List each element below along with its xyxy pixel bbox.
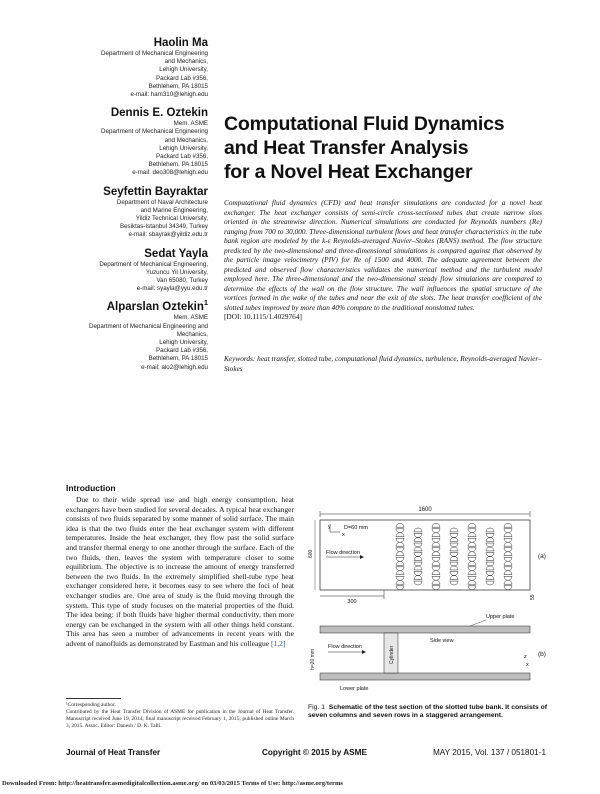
author-affiliation-line: and Mechanics, xyxy=(164,136,208,144)
tube-lower-half xyxy=(396,538,404,542)
author-name-text: Dennis E. Oztekin xyxy=(110,107,208,120)
tube-upper-half xyxy=(432,552,440,556)
slotted-tube xyxy=(468,542,476,552)
tube-upper-half xyxy=(450,528,458,532)
tube-lower-half xyxy=(504,576,512,580)
author-affiliation-line: Packard Lab #356, xyxy=(156,153,208,161)
intro-body xyxy=(66,495,294,649)
dim-small-label: 55 xyxy=(530,594,536,600)
intro-text: Due to their wide spread use and high energy consumption, heat exchangers have been studied for several decades. A typical heat exchanger consists of two fluids separated by some manner of solid surface. The main idea is that the two fluids enter the heat exchanger system with different temperatures. Inside the heat exchanger, they flow past the solid surface and transfer thermal energy to one another through the surface. Each of the two fluids, then, leaves the system with temperature closer to some equilibrium. The objective is to increase the amount of energy transferred between the two fluids. In the extremely simplified shell-tube type heat exchanger considered here, it becomes easy to see where the foci of heat exchanger studies are. One area of study is the fluid moving through the system. This type of study focuses on the material properties of the fluid. The idea being: if both fluids have higher thermal conductivity, then more energy can be exchanged in the system with all other things held constant. This area has seen a number of advancements in recent years with the advent of nanofluids as demonstrated by Eastman and his colleague xyxy=(66,495,294,648)
slotted-tube xyxy=(432,561,440,571)
tube-upper-half xyxy=(396,561,404,565)
citation-link[interactable]: [1,2] xyxy=(270,638,286,648)
slotted-tube xyxy=(414,556,422,566)
tube-upper-half xyxy=(450,537,458,541)
author-name-text: Seyfettin Bayraktar xyxy=(103,185,208,198)
tube-lower-half xyxy=(486,553,494,557)
tube-lower-half xyxy=(414,581,422,585)
tube-lower-half xyxy=(396,567,404,571)
tube-lower-half xyxy=(432,529,440,533)
slotted-tube xyxy=(504,580,512,590)
tube-lower-half xyxy=(468,538,476,542)
author-list xyxy=(60,36,208,379)
author-block xyxy=(60,300,208,371)
slotted-tube xyxy=(432,542,440,552)
author-name xyxy=(60,300,208,314)
author-affiliation-line: Van 65080, Turkey xyxy=(156,277,208,285)
tube-upper-half xyxy=(432,542,440,546)
author-affiliation-line: e-mail: ham310@lehigh.edu xyxy=(130,91,208,99)
tube-upper-half xyxy=(486,575,494,579)
footnote-rule xyxy=(66,698,121,699)
author-name xyxy=(60,247,208,261)
tube-upper-half xyxy=(450,556,458,560)
tube-lower-half xyxy=(468,529,476,533)
author-affiliation-line: e-mail: syayla@yyu.edu.tr xyxy=(136,285,208,293)
slotted-tube xyxy=(468,561,476,571)
author-affiliation-line: Department of Mechanical Engineering, xyxy=(99,260,208,268)
slotted-tube xyxy=(504,571,512,581)
tube-upper-half xyxy=(396,523,404,527)
tube-upper-half xyxy=(450,575,458,579)
tube-upper-half xyxy=(468,533,476,537)
slotted-tube xyxy=(396,580,404,590)
author-affiliation-line: and Mechanics, xyxy=(164,58,208,66)
slotted-tube xyxy=(486,556,494,566)
lower-plate xyxy=(320,673,530,680)
tube-upper-half xyxy=(414,556,422,560)
slotted-tube xyxy=(504,552,512,562)
keywords: Keywords: heat transfer, slotted tube, computational fluid dynamics, turbulence, Reynolds-averaged Navier–Stokes xyxy=(224,354,542,373)
axis-x2-label: x xyxy=(526,662,529,668)
slotted-tube xyxy=(450,575,458,585)
tube-upper-half xyxy=(504,561,512,565)
author-block xyxy=(60,36,208,99)
author-affiliation-line: Department of Naval Architecture xyxy=(116,198,208,206)
flow-direction-label-bottom: Flow direction xyxy=(328,644,362,650)
slotted-tube xyxy=(432,533,440,543)
slotted-tube xyxy=(450,566,458,576)
tube-lower-half xyxy=(450,553,458,557)
slotted-tube xyxy=(468,571,476,581)
slotted-tube xyxy=(414,537,422,547)
title-line: for a Novel Heat Exchanger xyxy=(224,161,473,183)
slotted-tube xyxy=(450,556,458,566)
tube-lower-half xyxy=(396,548,404,552)
tube-upper-half xyxy=(504,580,512,584)
tube-lower-half xyxy=(486,534,494,538)
tube-upper-half xyxy=(432,561,440,565)
slotted-tube xyxy=(414,566,422,576)
tube-upper-half xyxy=(504,571,512,575)
tube-lower-half xyxy=(450,581,458,585)
tube-upper-half xyxy=(486,566,494,570)
panel-a-label: (a) xyxy=(538,553,546,560)
tube-upper-half xyxy=(504,552,512,556)
slotted-tube xyxy=(396,552,404,562)
tube-upper-half xyxy=(504,523,512,527)
slotted-tube xyxy=(396,533,404,543)
tube-lower-half xyxy=(486,562,494,566)
tube-lower-half xyxy=(432,548,440,552)
tube-lower-half xyxy=(450,562,458,566)
tube-upper-half xyxy=(450,566,458,570)
author-affiliation-line: Lehigh University, xyxy=(159,339,208,347)
author-name xyxy=(60,36,208,50)
tube-upper-half xyxy=(468,542,476,546)
slotted-tube xyxy=(432,523,440,533)
author-block xyxy=(60,106,208,177)
flow-direction-label-top: Flow direction xyxy=(326,550,360,556)
tube-lower-half xyxy=(504,557,512,561)
tube-upper-half xyxy=(504,542,512,546)
tube-upper-half xyxy=(414,566,422,570)
tube-lower-half xyxy=(486,581,494,585)
tube-upper-half xyxy=(486,537,494,541)
caption-label: Fig. 1 xyxy=(308,704,325,711)
tube-upper-half xyxy=(468,523,476,527)
slotted-tube xyxy=(504,561,512,571)
tube-upper-half xyxy=(432,571,440,575)
author-affiliation-line: Mechanics, xyxy=(176,330,208,338)
slotted-tube xyxy=(450,537,458,547)
slotted-tube xyxy=(504,542,512,552)
slotted-tube xyxy=(396,523,404,533)
tube-lower-half xyxy=(396,557,404,561)
footnotes xyxy=(66,702,294,730)
author-block xyxy=(60,185,208,240)
author-affiliation-line: Lehigh University, xyxy=(159,66,208,74)
tube-lower-half xyxy=(396,529,404,533)
dim-total-label: 1600 xyxy=(418,507,432,513)
author-affiliation-line: Bethlehem, PA 18015 xyxy=(148,82,208,90)
tube-lower-half xyxy=(414,543,422,547)
figure-schematic xyxy=(300,500,558,700)
upper-plate-label: Upper plate xyxy=(486,614,515,620)
author-name xyxy=(60,185,208,199)
tube-upper-half xyxy=(468,552,476,556)
tube-lower-half xyxy=(414,553,422,557)
slotted-tube xyxy=(450,547,458,557)
tube-upper-half xyxy=(504,533,512,537)
tube-lower-half xyxy=(468,576,476,580)
slotted-tube xyxy=(468,580,476,590)
author-affiliation-line: Mem. ASME xyxy=(173,120,208,128)
author-affiliation-line: and Marine Engineering, xyxy=(140,206,208,214)
slotted-tube xyxy=(414,547,422,557)
tube-lower-half xyxy=(450,543,458,547)
panel-b-label: (b) xyxy=(538,651,546,658)
side-view-label: Side view xyxy=(430,638,454,644)
tube-upper-half xyxy=(450,547,458,551)
slotted-tube xyxy=(432,552,440,562)
author-affiliation-line: Yuzuncu Yil University, xyxy=(145,268,208,276)
copyright: Copyright © 2015 by ASME xyxy=(262,748,367,757)
author-affiliation-line: Lehigh University, xyxy=(159,144,208,152)
tube-bank xyxy=(396,523,512,590)
tube-upper-half xyxy=(396,533,404,537)
author-affiliation-line: Bethlehem, PA 18015 xyxy=(148,161,208,169)
tube-lower-half xyxy=(414,534,422,538)
tube-upper-half xyxy=(396,552,404,556)
tube-lower-half xyxy=(468,557,476,561)
intro-heading: Introduction xyxy=(66,483,116,493)
tube-lower-half xyxy=(504,567,512,571)
dim-height-label: 600 xyxy=(308,549,314,558)
author-affiliation-line: e-mail: sbayrak@yildiz.edu.tr xyxy=(128,231,208,239)
author-name-text: Alparslan Oztekin xyxy=(106,301,204,314)
author-block xyxy=(60,247,208,294)
tube-upper-half xyxy=(486,528,494,532)
slotted-tube xyxy=(486,575,494,585)
author-name-text: Sedat Yayla xyxy=(144,247,208,260)
tube-upper-half xyxy=(414,575,422,579)
cylinder-label: Cylinder xyxy=(389,645,395,664)
dim-diameter-label: D=60 mm xyxy=(344,525,368,531)
tube-upper-half xyxy=(414,528,422,532)
tube-lower-half xyxy=(486,572,494,576)
tube-lower-half xyxy=(468,548,476,552)
tube-lower-half xyxy=(432,567,440,571)
slotted-tube xyxy=(486,528,494,538)
slotted-tube xyxy=(486,547,494,557)
author-affiliation-line: Packard Lab #356, xyxy=(156,74,208,82)
tube-upper-half xyxy=(432,533,440,537)
tube-upper-half xyxy=(486,556,494,560)
slotted-tube xyxy=(504,523,512,533)
author-footnote-mark: 1 xyxy=(203,298,208,308)
tube-lower-half xyxy=(504,586,512,590)
author-affiliation-line: Mem. ASME xyxy=(173,314,208,322)
author-affiliation-line: Department of Mechanical Engineering and xyxy=(88,322,208,330)
author-affiliation-line: Department of Mechanical Engineering xyxy=(101,50,208,57)
tube-lower-half xyxy=(414,562,422,566)
tube-upper-half xyxy=(414,537,422,541)
slotted-tube xyxy=(450,528,458,538)
height-label: h=20 mm xyxy=(310,649,316,670)
slotted-tube xyxy=(486,566,494,576)
tube-upper-half xyxy=(414,547,422,551)
slotted-tube xyxy=(432,580,440,590)
tube-lower-half xyxy=(468,567,476,571)
tube-upper-half xyxy=(468,580,476,584)
slotted-tube xyxy=(414,528,422,538)
slotted-tube xyxy=(504,533,512,543)
tube-lower-half xyxy=(432,576,440,580)
journal-name: Journal of Heat Transfer xyxy=(66,748,161,757)
tube-lower-half xyxy=(450,534,458,538)
footnote-corresponding: ¹Corresponding author. xyxy=(66,702,116,708)
author-affiliation-line: Yildiz Technical University, xyxy=(135,215,208,223)
tube-lower-half xyxy=(486,543,494,547)
lower-plate-label: Lower plate xyxy=(340,686,369,692)
author-affiliation-line: e-mail: alo2@lehigh.edu xyxy=(141,363,208,371)
axis-y-label: y xyxy=(328,524,331,530)
tube-lower-half xyxy=(468,586,476,590)
doi: [DOI: 10.1115/1.4029764] xyxy=(224,312,302,321)
figure-caption xyxy=(308,704,550,721)
tube-lower-half xyxy=(414,572,422,576)
tube-upper-half xyxy=(396,542,404,546)
download-line: Downloaded From: http://heattransfer.asmedigitalcollection.asme.org/ on 03/03/2015 Terms of Use: http://asme.org/terms xyxy=(2,780,344,787)
issue-info: MAY 2015, Vol. 137 / 051801-1 xyxy=(432,748,546,757)
tube-upper-half xyxy=(432,523,440,527)
tube-upper-half xyxy=(468,571,476,575)
author-affiliation-line: Besiktas-Istanbul 34349, Turkey xyxy=(119,223,208,231)
abstract-text: Computational fluid dynamics (CFD) and heat transfer simulations are conducted for a novel heat exchanger. The heat exchanger consists of semi-circle cross-sectioned tubes that create narrow slots oriented in the streamwise direction. Numerical simulations are conducted for Reynolds numbers (Re) ranging from 700 to 30,000. Three-dimensional turbulent flows and heat transfer characteristics in the tube bank region are modeled by the k-ε Reynolds-averaged Navier–Stokes (RANS) method. The flow structure predicted by the two-dimensional and three-dimensional simulations is compared against that observed by the particle image velocimetry (PIV) for Re of 1500 and 4000. The adequate agreement between the predicted and observed flow characteristics validates the numerical method and the turbulent model employed here. The three-dimensional and the two-dimensional steady flow simulations are compared to determine the effects of the wall on the flow structure. The wall influences the spatial structure of the vortices formed in the wake of the tubes and near the exit of the slots. The heat transfer coefficient of the slotted tubes improved by more than 40% compare to the traditional nonslotted tubes. xyxy=(224,198,542,312)
slotted-tube xyxy=(468,552,476,562)
tube-lower-half xyxy=(396,576,404,580)
upper-plate xyxy=(320,626,530,633)
slotted-tube xyxy=(414,575,422,585)
page-footer xyxy=(66,748,546,760)
tube-lower-half xyxy=(432,557,440,561)
author-affiliation-line: Department of Mechanical Engineering xyxy=(101,128,208,136)
tube-lower-half xyxy=(504,548,512,552)
footnote-contribution: Contributed by the Heat Transfer Division of ASME for publication in the Journal of Heat Transfer. Manuscript received June 19, 2014; final manuscript received February 1, 2015; published online March 3, 2015. Assoc. Editor: Danesh / D. K. Tafti. xyxy=(66,709,294,729)
tube-upper-half xyxy=(486,547,494,551)
axis-x-label: x xyxy=(342,532,345,538)
paper-title xyxy=(224,112,554,184)
title-line: Computational Fluid Dynamics xyxy=(224,113,505,135)
author-affiliation-line: e-mail: deo308@lehigh.edu xyxy=(132,169,208,177)
tube-lower-half xyxy=(432,586,440,590)
author-name xyxy=(60,106,208,120)
tube-lower-half xyxy=(504,538,512,542)
abstract xyxy=(224,198,542,322)
slotted-tube xyxy=(396,571,404,581)
slotted-tube xyxy=(432,571,440,581)
dim-inlet-label: 300 xyxy=(347,599,357,605)
tube-upper-half xyxy=(396,571,404,575)
author-name-text: Haolin Ma xyxy=(153,37,208,49)
author-affiliation-line: Bethlehem, PA 18015 xyxy=(148,355,208,363)
slotted-tube xyxy=(468,533,476,543)
caption-text: Schematic of the test section of the slotted tube bank. It consists of seven columns and seven rows in a staggered arrangement. xyxy=(308,704,548,720)
tube-lower-half xyxy=(432,538,440,542)
tube-lower-half xyxy=(504,529,512,533)
author-affiliation-line: Packard Lab #356, xyxy=(156,347,208,355)
tube-lower-half xyxy=(450,572,458,576)
tube-upper-half xyxy=(432,580,440,584)
slotted-tube xyxy=(468,523,476,533)
slotted-tube xyxy=(396,561,404,571)
tube-lower-half xyxy=(396,586,404,590)
slotted-tube xyxy=(486,537,494,547)
slotted-tube xyxy=(396,542,404,552)
tube-upper-half xyxy=(396,580,404,584)
axis-z-label: z xyxy=(524,654,527,660)
tube-upper-half xyxy=(468,561,476,565)
title-line: and Heat Transfer Analysis xyxy=(224,137,469,159)
